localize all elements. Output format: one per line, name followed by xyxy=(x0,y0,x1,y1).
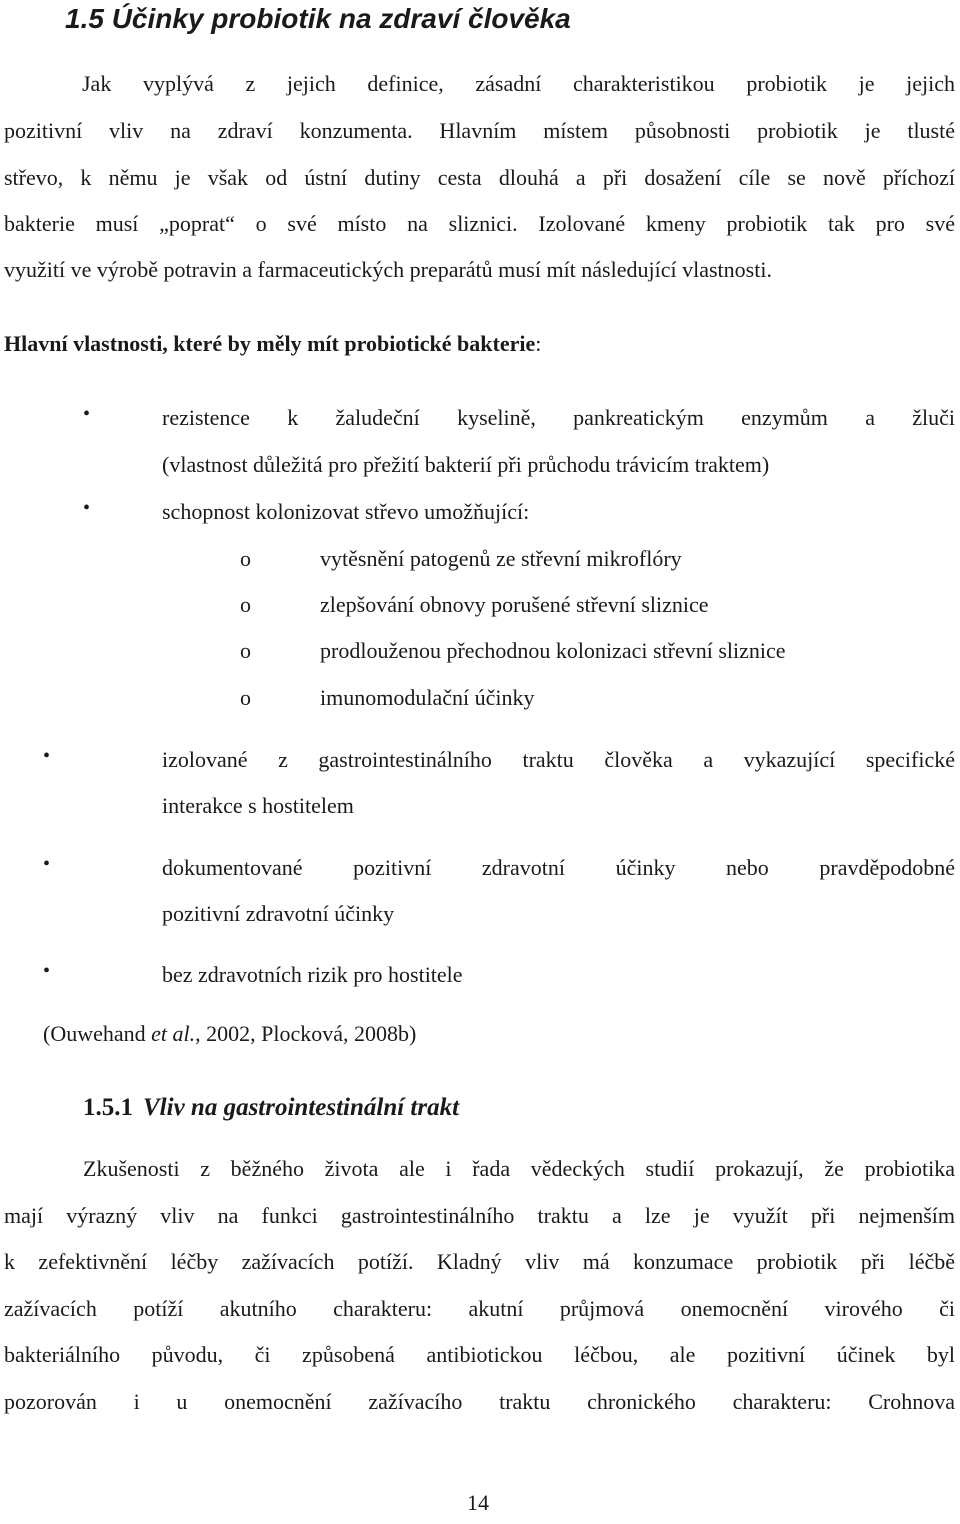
subbullet-4: imunomodulační účinky xyxy=(320,685,535,710)
bullet-3-line-1: izolované z gastrointestinálního traktu člověka a vykazující specifické xyxy=(162,747,955,772)
bullet-icon: • xyxy=(43,853,51,875)
section-title: 1.5 Účinky probiotik na zdraví člověka xyxy=(65,3,571,34)
subbullet-2: zlepšování obnovy porušené střevní sliznice xyxy=(320,592,709,617)
paragraph-line-6: pozorován i u onemocnění zažívacího traktu chronického charakteru: Crohnova xyxy=(4,1389,955,1414)
paragraph-line-3: k zefektivnění léčby zažívacích potíží. Kladný vliv má konzumace probiotik při léčbě xyxy=(4,1249,955,1274)
subsection-heading xyxy=(83,1094,459,1122)
subbullet-icon: o xyxy=(240,685,251,710)
bullet-2-line-1: schopnost kolonizovat střevo umožňující: xyxy=(162,499,530,524)
intro-line-3: střevo, k němu je však od ústní dutiny cesta dlouhá a při dosažení cíle se nově příchozí xyxy=(4,165,955,190)
subsection-title: Vliv na gastrointestinální trakt xyxy=(143,1094,460,1121)
bullet-5-line-1: bez zdravotních rizik pro hostitele xyxy=(162,962,463,987)
bullet-icon: • xyxy=(43,960,51,982)
bullet-1-line-1: rezistence k žaludeční kyselině, pankreatickým enzymům a žluči xyxy=(162,405,955,430)
bullet-3-line-2: interakce s hostitelem xyxy=(162,793,354,818)
subbullet-icon: o xyxy=(240,592,251,617)
subbullet-icon: o xyxy=(240,546,251,571)
paragraph-line-5: bakteriálního původu, či způsobená antibiotickou léčbou, ale pozitivní účinek byl xyxy=(4,1342,955,1367)
subsection-number: 1.5.1 xyxy=(83,1094,133,1121)
bullet-icon: • xyxy=(83,403,91,425)
intro-line-1: Jak vyplývá z jejich definice, zásadní charakteristikou probiotik je jejich xyxy=(82,71,955,96)
paragraph-line-4: zažívacích potíží akutního charakteru: akutní průjmová onemocnění virového či xyxy=(4,1296,955,1321)
bullet-icon: • xyxy=(43,745,51,767)
intro-line-4: bakterie musí „poprat“ o své místo na sliznici. Izolované kmeny probiotik tak pro své xyxy=(4,211,955,236)
paragraph-line-1: Zkušenosti z běžného života ale i řada vědeckých studií prokazují, že probiotika xyxy=(83,1156,955,1181)
properties-heading-colon: : xyxy=(535,331,542,356)
bullet-4-line-1: dokumentované pozitivní zdravotní účinky nebo pravděpodobné xyxy=(162,855,955,880)
subbullet-1: vytěsnění patogenů ze střevní mikroflóry xyxy=(320,546,682,571)
subbullet-3: prodlouženou přechodnou kolonizaci střevní sliznice xyxy=(320,638,786,663)
page-number: 14 xyxy=(467,1490,489,1515)
subbullet-icon: o xyxy=(240,638,251,663)
properties-heading-text: Hlavní vlastnosti, které by měly mít probiotické bakterie xyxy=(4,331,536,356)
intro-line-5: využití ve výrobě potravin a farmaceutických preparátů musí mít následující vlastnosti. xyxy=(4,257,772,282)
properties-heading xyxy=(4,331,541,357)
bullet-icon: • xyxy=(83,497,91,519)
bullet-4-line-2: pozitivní zdravotní účinky xyxy=(162,901,395,926)
citation: (Ouwehand et al., 2002, Plocková, 2008b) xyxy=(43,1021,417,1046)
citation-et-al: et al. xyxy=(151,1021,196,1046)
paragraph-line-2: mají výrazný vliv na funkci gastrointestinálního traktu a lze je využít při nejmenším xyxy=(4,1203,955,1228)
bullet-1-line-2: (vlastnost důležitá pro přežití bakterií při průchodu trávicím traktem) xyxy=(162,452,770,477)
intro-line-2: pozitivní vliv na zdraví konzumenta. Hlavním místem působnosti probiotik je tlusté xyxy=(4,118,955,143)
